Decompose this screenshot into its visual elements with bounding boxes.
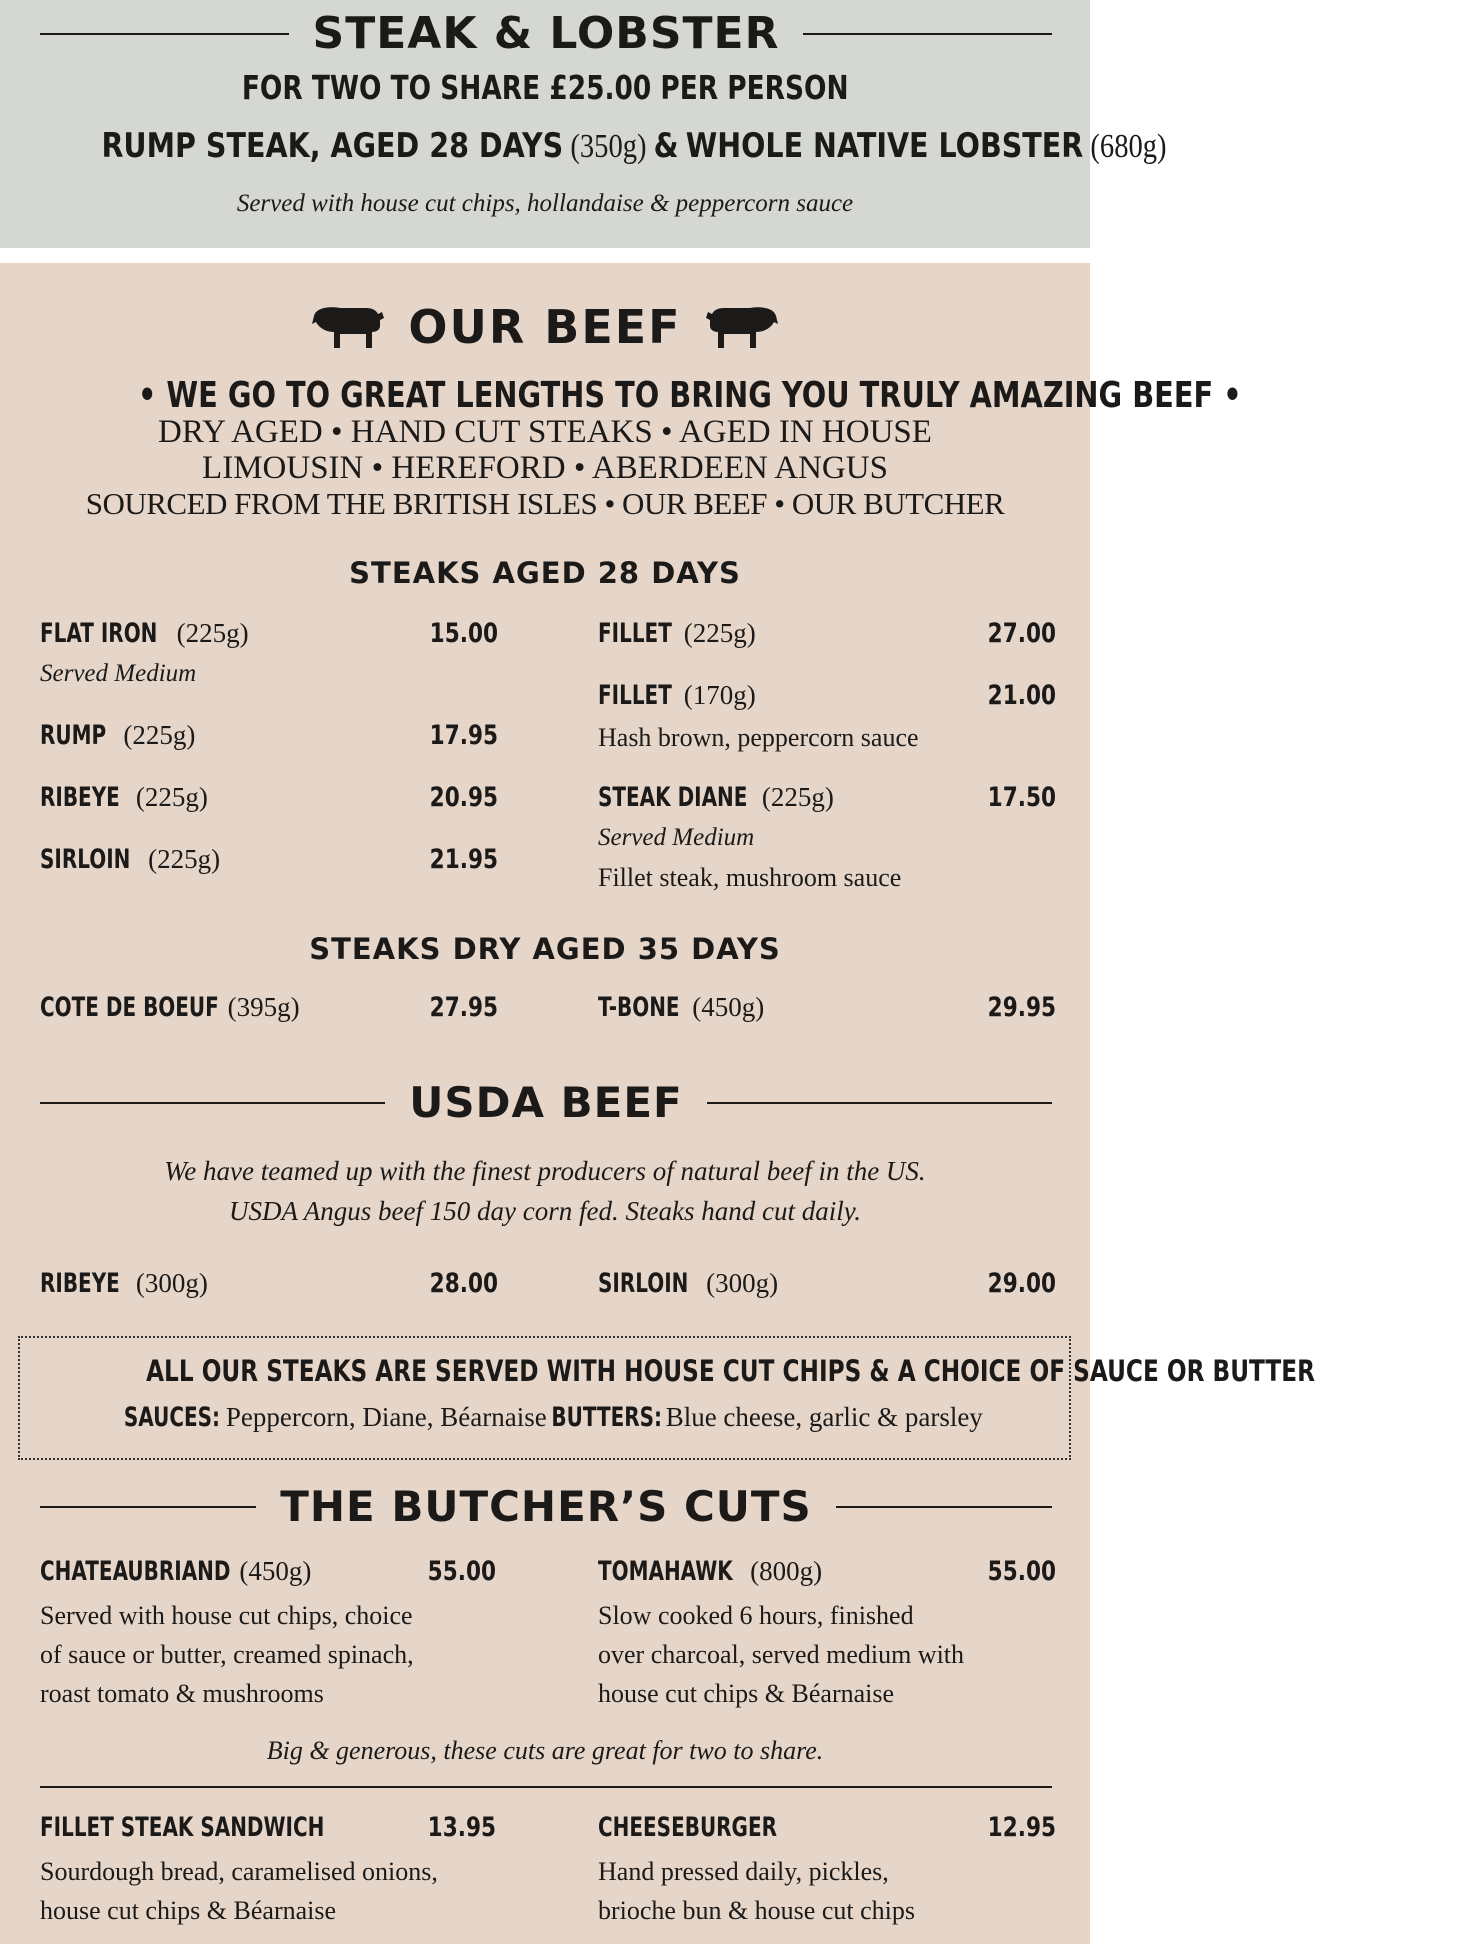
- heading-rule-right: [707, 1102, 1052, 1104]
- heading-rule-right: [836, 1506, 1052, 1508]
- menu-item-sirloin: SIRLOIN (225g): [40, 844, 221, 875]
- desc-fillet-steak-sandwich: Sourdough bread, caramelised onions, house cut chips & Béarnaise: [40, 1857, 438, 1925]
- usda-intro-1: We have teamed up with the finest producers of natural beef in the US.: [164, 1156, 926, 1186]
- our-beef-heading: [0, 300, 1090, 354]
- heading-rule-right: [803, 33, 1052, 35]
- menu-item-cote-de-boeuf: COTE DE BOEUF (395g): [40, 992, 300, 1023]
- menu-item-usda-sirloin: SIRLOIN (300g): [598, 1268, 779, 1299]
- butters-label: BUTTERS:: [550, 1402, 662, 1433]
- heading-rule-left: [40, 33, 289, 35]
- price-steak-diane: 17.50: [987, 782, 1056, 813]
- price-usda-ribeye: 28.00: [429, 1268, 498, 1299]
- menu-item-chateaubriand: CHATEAUBRIAND (450g): [40, 1556, 312, 1587]
- desc-cheeseburger: Hand pressed daily, pickles, brioche bun & house cut chips: [598, 1857, 915, 1925]
- price-cheeseburger: 12.95: [987, 1812, 1056, 1843]
- steaks-served-with-line: ALL OUR STEAKS ARE SERVED WITH HOUSE CUT CHIPS & A CHOICE OF SAUCE OR BUTTER: [146, 1354, 1315, 1388]
- heading-rule-left: [40, 1102, 385, 1104]
- menu-item-flat-iron: FLAT IRON (225g): [40, 618, 249, 649]
- note-flat-iron: Served Medium: [40, 660, 197, 687]
- steaks-dry-aged-35-label: STEAKS DRY AGED 35 DAYS: [309, 932, 781, 966]
- price-rump: 17.95: [429, 720, 498, 751]
- usda-intro-2: USDA Angus beef 150 day corn fed. Steaks hand cut daily.: [229, 1196, 861, 1226]
- price-fillet-225: 27.00: [987, 618, 1056, 649]
- price-cote-de-boeuf: 27.95: [429, 992, 498, 1023]
- our-beef-title: OUR BEEF: [408, 300, 682, 354]
- menu-item-steak-diane: STEAK DIANE (225g): [598, 782, 834, 813]
- desc-fillet-170: Hash brown, peppercorn sauce: [598, 723, 919, 752]
- menu-item-tomahawk: TOMAHAWK (800g): [598, 1556, 823, 1587]
- cow-icon: [310, 302, 386, 352]
- butchers-cuts-title: THE BUTCHER’S CUTS: [280, 1482, 812, 1531]
- price-sirloin: 21.95: [429, 844, 498, 875]
- usda-beef-heading: [40, 1078, 1052, 1127]
- butters-list: Blue cheese, garlic & parsley: [665, 1402, 983, 1432]
- menu-item-fillet-steak-sandwich: FILLET STEAK SANDWICH: [40, 1812, 325, 1843]
- steak-lobster-served: Served with house cut chips, hollandaise & peppercorn sauce: [236, 190, 854, 217]
- sauces-list: Peppercorn, Diane, Béarnaise: [225, 1402, 547, 1432]
- price-flat-iron: 15.00: [429, 618, 498, 649]
- price-ribeye: 20.95: [429, 782, 498, 813]
- cow-icon: [704, 302, 780, 352]
- steak-lobster-title: STEAK & LOBSTER: [312, 8, 780, 59]
- section-divider: [40, 1786, 1052, 1788]
- price-fillet-steak-sandwich: 13.95: [427, 1812, 496, 1843]
- steaks-aged-28-label: STEAKS AGED 28 DAYS: [349, 556, 741, 590]
- menu-item-t-bone: T-BONE (450g): [598, 992, 765, 1023]
- sauces-butters-line: [0, 1402, 1090, 1433]
- price-fillet-170: 21.00: [987, 680, 1056, 711]
- beef-line-1: DRY AGED • HAND CUT STEAKS • AGED IN HOUSE: [158, 414, 932, 450]
- beef-tagline: • WE GO TO GREAT LENGTHS TO BRING YOU TRULY AMAZING BEEF •: [137, 375, 1242, 416]
- desc-steak-diane: Fillet steak, mushroom sauce: [598, 863, 902, 892]
- desc-chateaubriand: Served with house cut chips, choice of sauce or butter, creamed spinach, roast tomato & mushrooms: [40, 1601, 414, 1708]
- menu-item-cheeseburger: CHEESEBURGER: [598, 1812, 777, 1843]
- menu-item-fillet-170: FILLET (170g): [598, 680, 756, 711]
- menu-item-rump: RUMP (225g): [40, 720, 196, 751]
- price-tomahawk: 55.00: [987, 1556, 1056, 1587]
- heading-rule-left: [40, 1506, 256, 1508]
- sauces-label: SAUCES:: [124, 1402, 221, 1433]
- beef-line-2: LIMOUSIN • HEREFORD • ABERDEEN ANGUS: [202, 450, 888, 486]
- menu-item-usda-ribeye: RIBEYE (300g): [40, 1268, 208, 1299]
- share-line: FOR TWO TO SHARE £25.00 PER PERSON: [241, 68, 849, 107]
- price-usda-sirloin: 29.00: [987, 1268, 1056, 1299]
- desc-tomahawk: Slow cooked 6 hours, finished over charcoal, served medium with house cut chips & Béarnaise: [598, 1601, 965, 1708]
- butchers-cuts-note: Big & generous, these cuts are great for two to share.: [266, 1736, 824, 1765]
- note-steak-diane: Served Medium: [598, 824, 755, 851]
- price-t-bone: 29.95: [987, 992, 1056, 1023]
- beef-line-3: SOURCED FROM THE BRITISH ISLES • OUR BEEF • OUR BUTCHER: [85, 486, 1005, 521]
- menu-item-fillet-225: FILLET (225g): [598, 618, 756, 649]
- steak-lobster-heading: [40, 8, 1052, 59]
- menu-item-ribeye: RIBEYE (225g): [40, 782, 208, 813]
- butchers-cuts-heading: [40, 1482, 1052, 1531]
- price-chateaubriand: 55.00: [427, 1556, 496, 1587]
- usda-beef-title: USDA BEEF: [409, 1078, 683, 1127]
- steak-lobster-description: RUMP STEAK, AGED 28 DAYS (350g) & WHOLE NATIVE LOBSTER (680g): [101, 126, 1167, 166]
